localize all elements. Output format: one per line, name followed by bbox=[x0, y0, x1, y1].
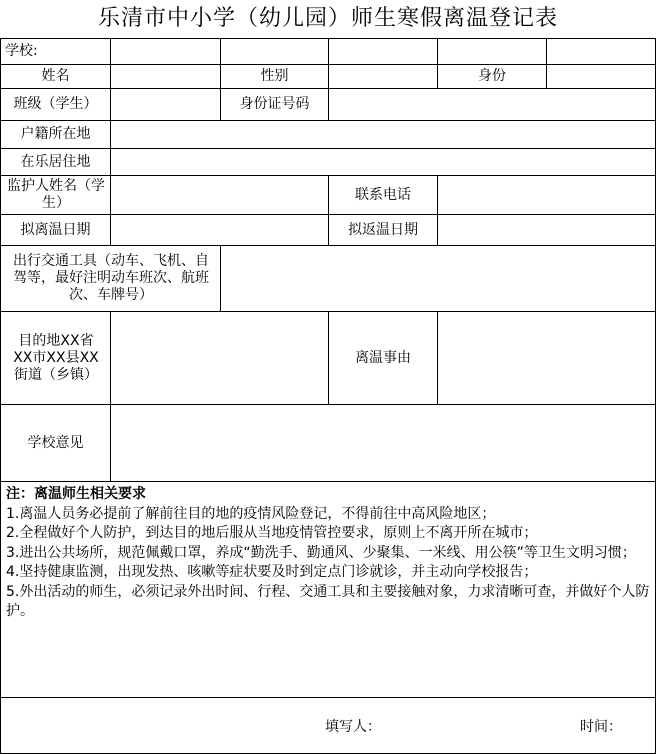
reason-label: 离温事由 bbox=[355, 349, 411, 366]
grid-line bbox=[0, 697, 656, 698]
class-label: 班级（学生） bbox=[13, 96, 98, 112]
return-date-field[interactable] bbox=[438, 215, 655, 245]
guardian-field[interactable] bbox=[111, 176, 328, 214]
phone-label: 联系电话 bbox=[355, 186, 411, 203]
requirements-notes bbox=[6, 485, 652, 622]
form-title: 乐清市中小学（幼儿园）师生寒假离温登记表 bbox=[97, 6, 558, 31]
school-opinion-label: 学校意见 bbox=[27, 434, 84, 451]
return-date-label: 拟返温日期 bbox=[348, 221, 418, 238]
destination-field[interactable] bbox=[111, 312, 328, 404]
phone-field[interactable] bbox=[438, 176, 655, 214]
school-label: 学校: bbox=[5, 43, 38, 59]
id-number-label: 身份证号码 bbox=[239, 96, 310, 112]
gender-field[interactable] bbox=[329, 65, 437, 88]
gender-label: 性别 bbox=[260, 68, 289, 84]
reason-field[interactable] bbox=[438, 312, 655, 404]
leave-date-label: 拟离温日期 bbox=[20, 221, 91, 238]
id-number-field[interactable] bbox=[329, 89, 655, 120]
destination-label: 目的地XX省XX市XX县XX街道（乡镇） bbox=[13, 332, 99, 383]
leave-date-field[interactable] bbox=[111, 215, 328, 245]
school-field[interactable] bbox=[111, 39, 655, 64]
class-field[interactable] bbox=[111, 89, 220, 120]
transport-label: 出行交通工具（动车、飞机、自驾等，最好注明动车班次、航班次、车牌号） bbox=[13, 253, 209, 303]
time-label: 时间： bbox=[580, 719, 622, 735]
notes-title: 注：离温师生相关要求 bbox=[6, 486, 146, 502]
identity-field[interactable] bbox=[547, 65, 655, 88]
note-item: 2.全程做好个人防护，到达目的地后服从当地疫情管控要求，原则上不离开所在城市； bbox=[6, 525, 538, 541]
note-item: 3.进出公共场所，规范佩戴口罩，养成“勤洗手、勤通风、少聚集、一米线、用公筷”等卫生文明习惯； bbox=[6, 544, 636, 561]
name-label: 姓名 bbox=[41, 68, 70, 84]
filler-label: 填写人： bbox=[325, 719, 381, 735]
note-item: 1.离温人员务必提前了解前往目的地的疫情风险登记，不得前往中高风险地区； bbox=[6, 505, 496, 522]
name-field[interactable] bbox=[111, 65, 220, 88]
school-opinion-field[interactable] bbox=[111, 405, 655, 481]
note-item: 5.外出活动的师生，必须记录外出时间、行程、交通工具和主要接触对象，力求清晰可查，并做好个人防护。 bbox=[6, 583, 650, 619]
filler-field[interactable] bbox=[385, 716, 565, 736]
household-label: 户籍所在地 bbox=[20, 126, 91, 142]
note-item: 4.坚持健康监测，出现发热、咳嗽等症状要及时到定点门诊就诊，并主动向学校报告； bbox=[6, 564, 538, 580]
transport-field[interactable] bbox=[221, 246, 655, 311]
household-field[interactable] bbox=[111, 121, 655, 148]
grid-line bbox=[0, 481, 656, 482]
identity-label: 身份 bbox=[478, 68, 506, 84]
residence-label: 在乐居住地 bbox=[20, 153, 91, 170]
guardian-label: 监护人姓名（学生） bbox=[7, 178, 105, 211]
residence-field[interactable] bbox=[111, 149, 655, 175]
